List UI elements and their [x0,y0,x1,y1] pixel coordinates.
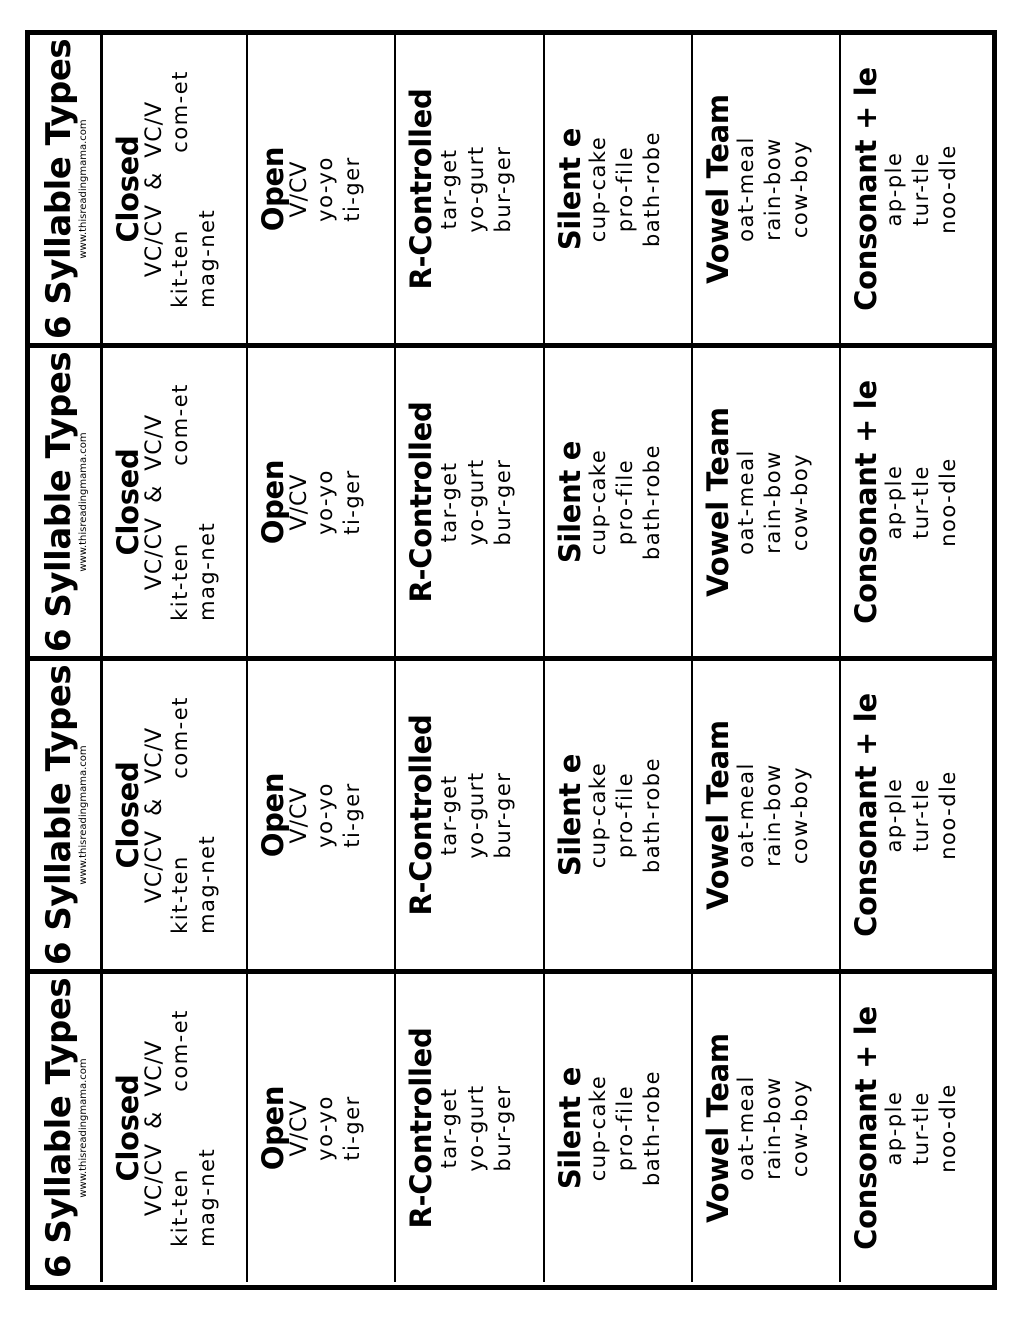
silent-e-word: bath-robe [640,130,664,248]
consonant-le-label: Consonant + le [849,67,883,311]
card-slot [30,35,992,343]
closed-amp: & [142,171,167,190]
closed-word: mag-net [195,834,219,934]
vowel-team-word: rain-bow [761,1076,785,1180]
closed-word: kit-ten [168,229,192,308]
row-consonant-le [841,348,992,656]
open-word: ti-ger [340,469,364,535]
r-controlled-label: R-Controlled [404,714,438,916]
open-pattern: V/CV [287,786,312,844]
r-controlled-word: yo-gurt [464,145,488,233]
silent-e-words [585,1070,666,1186]
row-consonant-le [841,974,992,1282]
row-closed [103,348,248,656]
vowel-team-word: oat-meal [734,762,758,868]
r-controlled-word: bur-ger [491,771,515,859]
open-pattern: V/CV [287,160,312,218]
row-r-controlled [396,35,545,343]
consonant-le-words [881,770,962,860]
r-controlled-word: tar-get [437,774,461,856]
consonant-le-label: Consonant + le [849,693,883,937]
card-header [30,348,103,656]
closed-word: com-et [168,383,192,466]
open-words [312,156,366,222]
closed-amp: & [142,797,167,816]
consonant-le-words [881,457,962,547]
closed-label: Closed [111,761,145,869]
consonant-le-word: ap-ple [882,464,906,540]
silent-e-word: cup-cake [586,761,610,869]
consonant-le-label: Consonant + le [849,380,883,624]
silent-e-words [585,757,666,873]
closed-label: Closed [111,135,145,243]
silent-e-label: Silent e [553,127,587,251]
open-label: Open [256,1085,290,1171]
open-word: ti-ger [340,1095,364,1161]
syllable-types-sheet [25,30,997,1290]
consonant-le-word: tur-tle [909,152,933,226]
row-open [248,348,396,656]
silent-e-words [585,444,666,560]
row-silent-e [545,348,693,656]
r-controlled-word: yo-gurt [464,1084,488,1172]
r-controlled-words [436,771,517,858]
card-header [30,974,103,1282]
silent-e-word: bath-robe [640,443,664,561]
closed-word: com-et [168,696,192,779]
consonant-le-word: noo-dle [936,1083,960,1173]
consonant-le-words [881,1083,962,1173]
open-word: yo-yo [313,156,337,222]
syllable-card [30,348,992,656]
closed-pattern-a: VC/CV [142,516,167,591]
vowel-team-word: oat-meal [734,449,758,555]
closed-pattern-b: VC/V [142,1039,167,1097]
vowel-team-word: cow-boy [788,139,812,239]
silent-e-words [585,131,666,247]
open-word: yo-yo [313,469,337,535]
closed-patterns [143,414,167,590]
r-controlled-words [436,458,517,545]
vowel-team-word: cow-boy [788,765,812,865]
row-consonant-le [841,35,992,343]
consonant-le-word: noo-dle [936,770,960,860]
r-controlled-word: bur-ger [491,1084,515,1172]
closed-pattern-b: VC/V [142,726,167,784]
silent-e-word: pro-file [613,771,637,859]
closed-words [167,1009,221,1247]
open-pattern: V/CV [287,1099,312,1157]
vowel-team-words [733,449,814,555]
card-title: 6 Syllable Types [39,664,79,966]
r-controlled-word: yo-gurt [464,771,488,859]
closed-pattern-a: VC/CV [142,1142,167,1217]
closed-pattern-a: VC/CV [142,829,167,904]
closed-word: kit-ten [168,542,192,621]
card-slot [30,969,992,1285]
row-open [248,35,396,343]
closed-word: mag-net [195,1147,219,1247]
open-words [312,782,366,848]
card-title: 6 Syllable Types [39,977,79,1279]
vowel-team-words [733,136,814,242]
open-words [312,1095,366,1161]
closed-words [167,696,221,934]
card-header [30,35,103,343]
vowel-team-word: oat-meal [734,136,758,242]
silent-e-label: Silent e [553,440,587,564]
row-silent-e [545,974,693,1282]
r-controlled-label: R-Controlled [404,1027,438,1229]
closed-word: com-et [168,70,192,153]
r-controlled-label: R-Controlled [404,88,438,290]
row-vowel-team [693,35,841,343]
silent-e-word: pro-file [613,1084,637,1172]
closed-label: Closed [111,448,145,556]
silent-e-word: bath-robe [640,1069,664,1187]
row-silent-e [545,661,693,969]
consonant-le-word: noo-dle [936,144,960,234]
closed-words [167,383,221,621]
row-open [248,974,396,1282]
closed-pattern-b: VC/V [142,413,167,471]
r-controlled-word: tar-get [437,461,461,543]
closed-word: com-et [168,1009,192,1092]
silent-e-label: Silent e [553,753,587,877]
r-controlled-words [436,145,517,232]
card-slot [30,656,992,974]
closed-word: mag-net [195,208,219,308]
open-word: ti-ger [340,156,364,222]
row-r-controlled [396,661,545,969]
open-word: ti-ger [340,782,364,848]
consonant-le-words [881,144,962,234]
syllable-card [30,661,992,969]
open-label: Open [256,146,290,232]
consonant-le-word: tur-tle [909,778,933,852]
closed-amp: & [142,484,167,503]
vowel-team-word: oat-meal [734,1075,758,1181]
closed-word: mag-net [195,521,219,621]
card-slot [30,343,992,661]
silent-e-word: pro-file [613,458,637,546]
open-pattern: V/CV [287,473,312,531]
open-label: Open [256,772,290,858]
vowel-team-word: cow-boy [788,452,812,552]
syllable-card [30,35,992,343]
row-silent-e [545,35,693,343]
consonant-le-word: tur-tle [909,1091,933,1165]
row-vowel-team [693,974,841,1282]
vowel-team-words [733,762,814,868]
consonant-le-word: noo-dle [936,457,960,547]
vowel-team-label: Vowel Team [701,407,735,597]
closed-patterns [143,101,167,277]
row-closed [103,974,248,1282]
closed-word: kit-ten [168,1168,192,1247]
vowel-team-word: rain-bow [761,450,785,554]
card-header [30,661,103,969]
card-title: 6 Syllable Types [39,38,79,340]
open-label: Open [256,459,290,545]
vowel-team-word: rain-bow [761,137,785,241]
closed-patterns [143,727,167,903]
r-controlled-word: bur-ger [491,458,515,546]
r-controlled-word: tar-get [437,1087,461,1169]
card-url: www.thisreadingmama.com [78,119,89,259]
consonant-le-word: ap-ple [882,777,906,853]
consonant-le-label: Consonant + le [849,1006,883,1250]
row-closed [103,35,248,343]
syllable-card [30,974,992,1282]
closed-pattern-b: VC/V [142,100,167,158]
open-word: yo-yo [313,782,337,848]
open-word: yo-yo [313,1095,337,1161]
consonant-le-word: tur-tle [909,465,933,539]
silent-e-word: cup-cake [586,448,610,556]
vowel-team-word: rain-bow [761,763,785,867]
closed-label: Closed [111,1074,145,1182]
card-url: www.thisreadingmama.com [78,745,89,885]
r-controlled-word: tar-get [437,148,461,230]
silent-e-word: bath-robe [640,756,664,874]
vowel-team-label: Vowel Team [701,720,735,910]
card-url: www.thisreadingmama.com [78,432,89,572]
closed-amp: & [142,1110,167,1129]
closed-patterns [143,1040,167,1216]
closed-words [167,70,221,308]
row-closed [103,661,248,969]
open-words [312,469,366,535]
row-vowel-team [693,348,841,656]
silent-e-word: cup-cake [586,135,610,243]
silent-e-word: cup-cake [586,1074,610,1182]
row-r-controlled [396,974,545,1282]
r-controlled-word: yo-gurt [464,458,488,546]
row-r-controlled [396,348,545,656]
row-consonant-le [841,661,992,969]
card-url: www.thisreadingmama.com [78,1058,89,1198]
r-controlled-words [436,1084,517,1171]
closed-pattern-a: VC/CV [142,203,167,278]
silent-e-word: pro-file [613,145,637,233]
vowel-team-word: cow-boy [788,1078,812,1178]
vowel-team-label: Vowel Team [701,1033,735,1223]
card-title: 6 Syllable Types [39,351,79,653]
closed-word: kit-ten [168,855,192,934]
row-vowel-team [693,661,841,969]
vowel-team-label: Vowel Team [701,94,735,284]
r-controlled-word: bur-ger [491,145,515,233]
silent-e-label: Silent e [553,1066,587,1190]
consonant-le-word: ap-ple [882,151,906,227]
vowel-team-words [733,1075,814,1181]
consonant-le-word: ap-ple [882,1090,906,1166]
row-open [248,661,396,969]
r-controlled-label: R-Controlled [404,401,438,603]
